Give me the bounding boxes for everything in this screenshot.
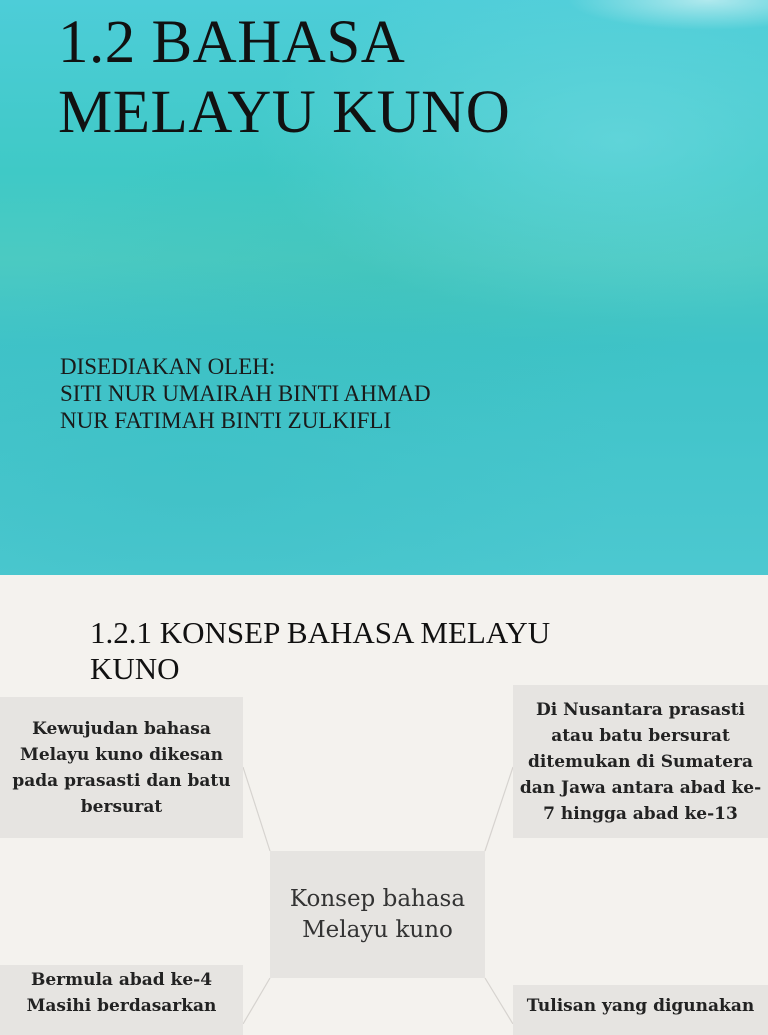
connector-line (243, 978, 270, 1024)
concept-node-center (270, 851, 485, 978)
section-title-line: KUNO (90, 651, 180, 686)
concept-node-text: Di Nusantara prasasti atau batu bersurat ditemukan di Sumatera dan Jawa antara abad ke-7 hingga abad ke-13 (519, 699, 762, 824)
concept-node-text: Kewujudan bahasa Melayu kuno dikesan pada prasasti dan batu bersurat (12, 718, 231, 817)
title-line: 1.2 BAHASA (58, 9, 406, 76)
connector-line (243, 767, 270, 851)
concept-slide (0, 575, 768, 1024)
author-name: SITI NUR UMAIRAH BINTI AHMAD (60, 381, 431, 406)
concept-node-bottom-right (513, 985, 768, 1035)
slide-title (58, 8, 510, 148)
concept-node-text: Konsep bahasa Melayu kuno (289, 885, 466, 943)
section-title (90, 615, 550, 687)
section-title-line: 1.2.1 KONSEP BAHASA MELAYU (90, 615, 551, 650)
authors-block (60, 353, 431, 434)
watercolor-edge (528, 0, 768, 60)
connector-line (485, 767, 513, 851)
connector-line (485, 978, 513, 1024)
concept-node-text: Tulisan yang digunakan (526, 996, 755, 1016)
concept-node-text: Bermula abad ke-4 Masihi berdasarkan (26, 970, 217, 1016)
author-name: NUR FATIMAH BINTI ZULKIFLI (60, 408, 392, 433)
concept-node-bottom-left (0, 965, 243, 1035)
concept-node-top-left (0, 697, 243, 838)
prepared-by-label: DISEDIAKAN OLEH: (60, 354, 276, 379)
watercolor-edge (0, 310, 30, 570)
concept-node-top-right (513, 685, 768, 838)
title-line: MELAYU KUNO (58, 79, 511, 146)
